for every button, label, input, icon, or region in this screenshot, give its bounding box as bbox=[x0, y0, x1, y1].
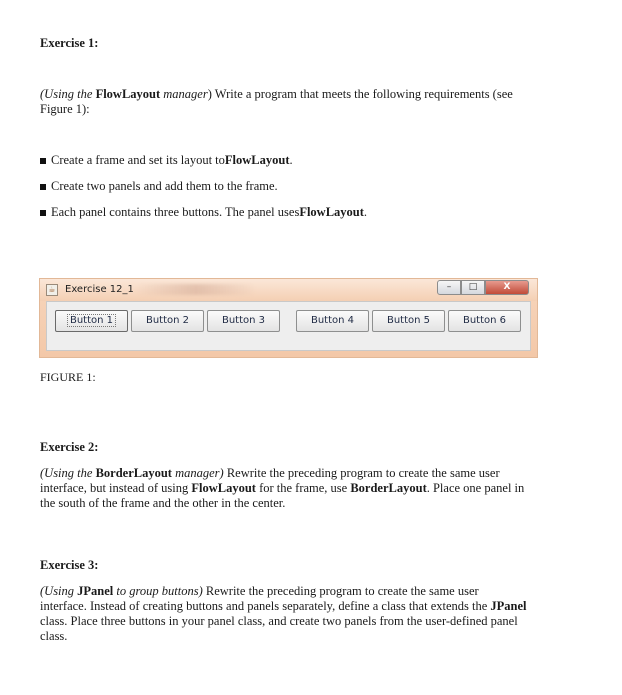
panel-2 bbox=[296, 310, 524, 334]
button-6[interactable]: Button 6 bbox=[448, 310, 521, 332]
window-title: Exercise 12_1 bbox=[65, 284, 134, 295]
exercise-2-line-3: the south of the frame and the other in the center. bbox=[40, 496, 286, 510]
exercise-2-body bbox=[40, 466, 562, 511]
bullet-item: Create two panels and add them to the frame. bbox=[40, 179, 278, 194]
maximize-button[interactable]: □ bbox=[461, 280, 485, 295]
figure-window bbox=[39, 278, 538, 358]
exercise-1-intro-line-1: (Using the FlowLayout manager) Write a program that meets the following requirements (see bbox=[40, 87, 513, 101]
exercise-3-heading: Exercise 3: bbox=[40, 558, 99, 572]
button-2[interactable]: Button 2 bbox=[131, 310, 204, 332]
bullet-item: Create a frame and set its layout to FlowLayout . bbox=[40, 153, 293, 168]
exercise-2-heading: Exercise 2: bbox=[40, 440, 99, 454]
exercise-1-intro bbox=[40, 87, 570, 117]
minimize-button[interactable]: – bbox=[437, 280, 461, 295]
blurred-title-region bbox=[136, 284, 256, 295]
button-3[interactable]: Button 3 bbox=[207, 310, 280, 332]
window-controls bbox=[437, 280, 529, 295]
exercise-2-line-2: interface, but instead of using FlowLayout for the frame, use BorderLayout. Place one panel in bbox=[40, 481, 525, 495]
exercise-3-line-3: class. Place three buttons in your panel class, and create two panels from the user-defined panel bbox=[40, 614, 518, 628]
panel-1 bbox=[55, 310, 283, 334]
bullet-square-icon bbox=[40, 184, 46, 190]
window-content bbox=[46, 301, 531, 351]
button-4[interactable]: Button 4 bbox=[296, 310, 369, 332]
exercise-3-line-4: class. bbox=[40, 629, 68, 643]
exercise-1-intro-line-2: Figure 1): bbox=[40, 102, 90, 116]
exercise-3-line-1: (Using JPanel to group buttons) Rewrite the preceding program to create the same user bbox=[40, 584, 479, 598]
exercise-3-body bbox=[40, 584, 562, 644]
window-titlebar[interactable] bbox=[40, 279, 537, 301]
button-5[interactable]: Button 5 bbox=[372, 310, 445, 332]
java-cup-icon: ☕ bbox=[46, 284, 58, 296]
exercise-3-line-2: interface. Instead of creating buttons and panels separately, define a class that extends the JPanel bbox=[40, 599, 527, 613]
exercise-1-heading: Exercise 1: bbox=[40, 36, 99, 50]
bullet-square-icon bbox=[40, 158, 46, 164]
close-button[interactable]: X bbox=[485, 280, 529, 295]
exercise-2-line-1: (Using the BorderLayout manager) Rewrite the preceding program to create the same user bbox=[40, 466, 500, 480]
bullet-square-icon bbox=[40, 210, 46, 216]
bullet-item: Each panel contains three buttons. The panel uses FlowLayout . bbox=[40, 205, 367, 220]
button-1[interactable]: Button 1 bbox=[55, 310, 128, 332]
figure-caption: FIGURE 1: bbox=[40, 370, 96, 384]
